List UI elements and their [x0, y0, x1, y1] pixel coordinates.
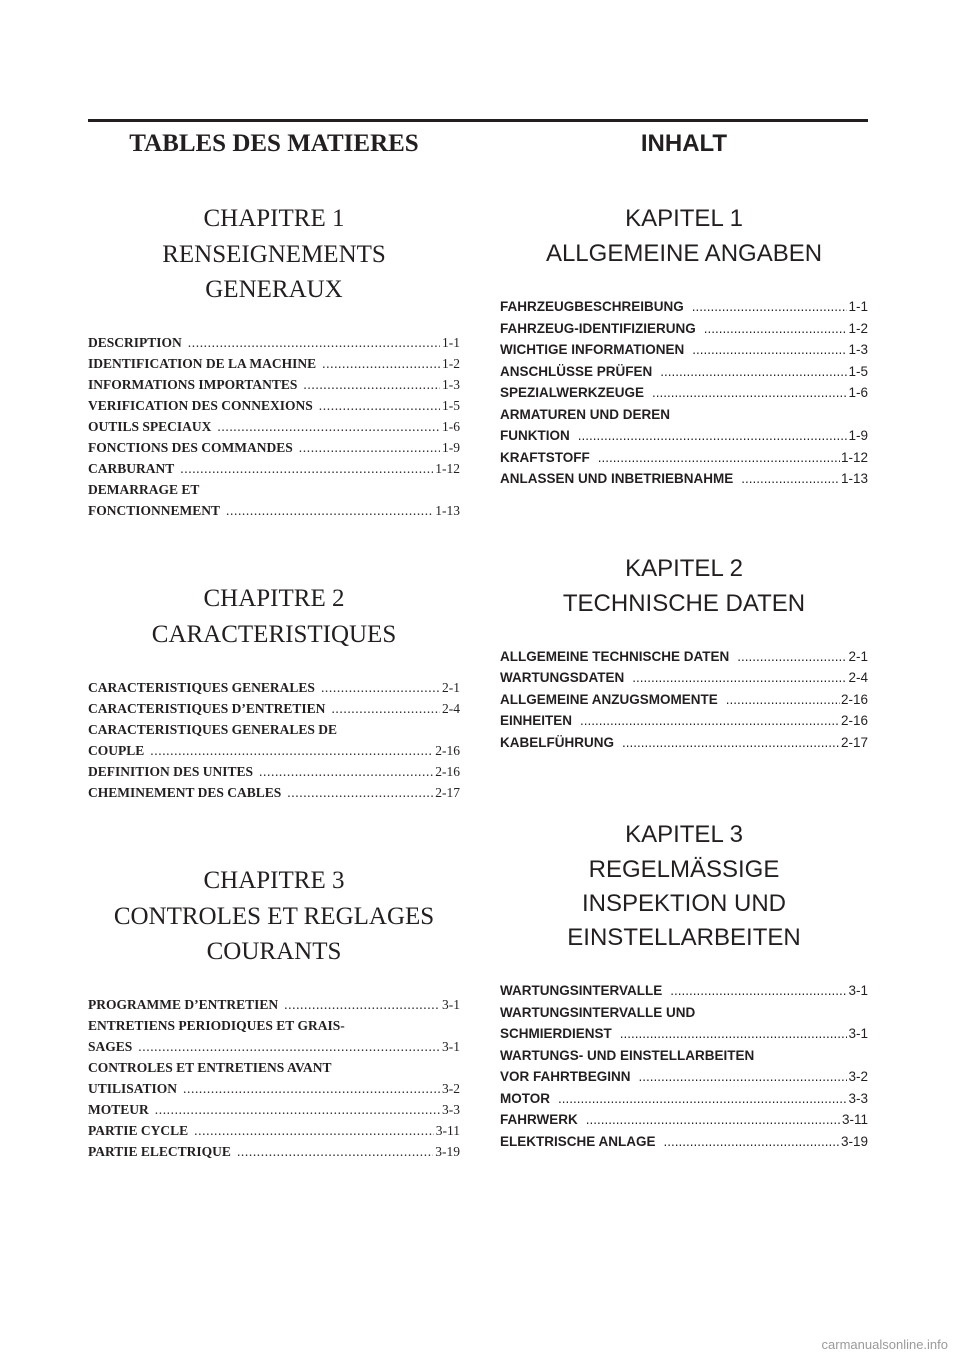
- toc-entry-row: [500, 732, 868, 754]
- dot-leader: [194, 1120, 434, 1141]
- dot-leader: [155, 1099, 440, 1120]
- toc-entry-row: [88, 740, 460, 761]
- chapter-number: CHAPITRE 3: [203, 867, 345, 894]
- toc-entry-page: 3-11: [841, 1112, 868, 1127]
- toc-entry-page: 2-4: [848, 670, 868, 685]
- toc-entry-row: [500, 710, 868, 732]
- toc-entry-row: [88, 1036, 460, 1057]
- dot-leader: [692, 339, 847, 361]
- dot-leader: [639, 1066, 848, 1088]
- french-toc-title: TABLES DES MATIERES: [129, 130, 419, 157]
- dot-leader: [741, 468, 840, 490]
- toc-entry-row: [88, 782, 460, 803]
- dot-leader: [180, 458, 433, 479]
- german-toc-column: [500, 126, 868, 1214]
- chapter-heading: [88, 201, 460, 307]
- toc-entry-page: 1-13: [435, 503, 460, 518]
- toc-entry[interactable]: [500, 318, 868, 340]
- toc-entry-page: 3-1: [848, 1026, 868, 1041]
- toc-entry-label: ANSCHLÜSSE PRÜFEN: [500, 363, 653, 379]
- chapter-title-line: TECHNISCHE DATEN: [562, 589, 806, 617]
- toc-entry-label-line1: WARTUNGS- UND EINSTELLARBEITEN: [500, 1047, 755, 1063]
- toc-entry-page: 1-3: [442, 377, 460, 392]
- toc-entry-list: [500, 646, 868, 754]
- toc-entry-page: 2-16: [435, 764, 460, 779]
- toc-entry-row: [500, 667, 868, 689]
- toc-entry-row: [500, 1131, 868, 1153]
- toc-entry[interactable]: [500, 710, 868, 732]
- toc-entry-label: CHEMINEMENT DES CABLES: [88, 785, 282, 800]
- dot-leader: [183, 1078, 440, 1099]
- toc-entry-label: FONCTIONS DES COMMANDES: [88, 440, 293, 455]
- toc-entry-label: VOR FAHRTBEGINN: [500, 1069, 631, 1084]
- toc-entry-page: 2-17: [840, 734, 868, 750]
- toc-entry-page: 1-13: [840, 471, 868, 486]
- toc-entry[interactable]: [88, 479, 460, 521]
- toc-entry[interactable]: [500, 1002, 868, 1045]
- toc-entry-label: FAHRZEUGBESCHREIBUNG: [500, 299, 684, 314]
- toc-entry-page: 2-17: [435, 785, 460, 800]
- toc-entry-label: UTILISATION: [88, 1081, 178, 1096]
- toc-entry-label: ELEKTRISCHE ANLAGE: [500, 1133, 656, 1149]
- toc-entry-row: [88, 395, 460, 416]
- dot-leader: [322, 353, 440, 374]
- toc-entry-label: SPEZIALWERKZEUGE: [500, 385, 645, 400]
- toc-entry-row: [500, 1023, 868, 1045]
- dot-leader: [726, 689, 840, 711]
- toc-entry-row: [88, 458, 460, 479]
- header-rule: [88, 119, 868, 122]
- toc-entry[interactable]: [500, 667, 868, 689]
- toc-entry-page: 1-12: [435, 461, 460, 476]
- toc-entry-page: 1-5: [442, 398, 460, 413]
- toc-entry-label-line1: ENTRETIENS PERIODIQUES ET GRAIS-: [88, 1018, 345, 1033]
- toc-entry-row: [500, 382, 868, 404]
- toc-entry[interactable]: [88, 698, 460, 719]
- dot-leader: [138, 1036, 440, 1057]
- toc-entry-row: [88, 1078, 460, 1099]
- dot-leader: [237, 1141, 433, 1162]
- toc-entry-page: 1-9: [848, 428, 868, 443]
- toc-entry[interactable]: [88, 1099, 460, 1120]
- toc-entry-label: PARTIE ELECTRIQUE: [88, 1144, 231, 1159]
- toc-entry-row: [88, 761, 460, 782]
- dot-leader: [578, 425, 848, 447]
- toc-entry-page: 3-19: [840, 1133, 868, 1149]
- toc-entry-list: [500, 980, 868, 1152]
- toc-entry-page: 3-3: [848, 1090, 868, 1106]
- chapter-title-line: ALLGEMEINE ANGABEN: [545, 240, 823, 267]
- toc-entry-page: 2-16: [840, 713, 868, 728]
- toc-entry-page: 2-4: [442, 701, 460, 716]
- dot-leader: [632, 667, 847, 689]
- toc-entry-label: VERIFICATION DES CONNEXIONS: [88, 398, 313, 413]
- toc-entry-label-line1: DEMARRAGE ET: [88, 482, 200, 497]
- toc-entry-page: 2-16: [435, 743, 460, 758]
- toc-entry-label: PARTIE CYCLE: [88, 1123, 189, 1138]
- german-toc-title: INHALT: [640, 130, 728, 157]
- toc-entry-page: 1-3: [848, 342, 868, 357]
- toc-entry-label-line1: CONTROLES ET ENTRETIENS AVANT: [88, 1060, 332, 1075]
- toc-entry[interactable]: [500, 732, 868, 754]
- toc-entry-row: [500, 980, 868, 1002]
- toc-entry-label: INFORMATIONS IMPORTANTES: [88, 377, 298, 392]
- toc-entry-label: KABELFÜHRUNG: [500, 734, 614, 750]
- chapter-title-line: REGELMÄSSIGE: [588, 856, 780, 883]
- toc-entry-label: FAHRZEUG-IDENTIFIZIERUNG: [500, 320, 696, 336]
- toc-entry-label: COUPLE: [88, 743, 145, 758]
- chapter-title-line: CARACTERISTIQUES: [151, 621, 397, 648]
- chapter-1: [88, 201, 460, 521]
- toc-entry-label: ALLGEMEINE ANZUGSMOMENTE: [500, 691, 718, 707]
- toc-entry[interactable]: [88, 332, 460, 353]
- chapter-number: KAPITEL 2: [625, 554, 743, 582]
- toc-entry-label: EINHEITEN: [500, 713, 573, 728]
- toc-entry[interactable]: [88, 416, 460, 437]
- watermark: carmanualsonline.info: [821, 1337, 948, 1352]
- toc-entry-row: [500, 646, 868, 668]
- toc-entry-row: [500, 1088, 868, 1110]
- toc-entry-page: 2-1: [848, 648, 868, 664]
- chapter-title-line: GENERAUX: [205, 276, 343, 303]
- toc-entry-page: 3-1: [442, 1039, 460, 1054]
- toc-entry[interactable]: [500, 382, 868, 404]
- toc-entry-page: 1-5: [848, 363, 868, 379]
- toc-entry[interactable]: [88, 374, 460, 395]
- toc-entry-row: [500, 1109, 868, 1131]
- toc-entry-list: [88, 994, 460, 1162]
- toc-entry-page: 1-1: [442, 335, 460, 350]
- dot-leader: [331, 698, 440, 719]
- toc-entry[interactable]: [500, 339, 868, 361]
- toc-entry[interactable]: [500, 646, 868, 668]
- toc-entry-label: WARTUNGSINTERVALLE: [500, 983, 663, 998]
- toc-entry-row: [88, 994, 460, 1015]
- toc-entry-page: 1-6: [442, 419, 460, 434]
- french-toc-column: [88, 126, 460, 1224]
- chapter-3: [500, 817, 868, 1152]
- german-chapters: [500, 201, 868, 1152]
- dot-leader: [284, 994, 440, 1015]
- toc-entry-label: PROGRAMME D’ENTRETIEN: [88, 997, 279, 1012]
- dot-leader: [580, 710, 840, 732]
- toc-entry-page: 1-2: [442, 356, 460, 371]
- toc-entry-row: [88, 332, 460, 353]
- toc-entry-row: [88, 677, 460, 698]
- toc-entry[interactable]: [88, 353, 460, 374]
- toc-entry-label-line1: WARTUNGSINTERVALLE UND: [500, 1004, 696, 1020]
- toc-entry-page: 2-1: [442, 680, 460, 695]
- chapter-title-line: EINSTELLARBEITEN: [567, 924, 801, 951]
- chapter-heading: [500, 201, 868, 271]
- chapter-number: CHAPITRE 2: [203, 585, 345, 612]
- toc-entry-row: [88, 437, 460, 458]
- toc-entry-row: [88, 416, 460, 437]
- dot-leader: [321, 677, 440, 698]
- toc-entry[interactable]: [88, 677, 460, 698]
- chapter-3: [88, 863, 460, 1162]
- toc-entry[interactable]: [88, 1120, 460, 1141]
- toc-entry[interactable]: [500, 980, 868, 1002]
- toc-entry-row: [500, 689, 868, 711]
- toc-entry[interactable]: [88, 437, 460, 458]
- toc-entry-label: IDENTIFICATION DE LA MACHINE: [88, 356, 317, 371]
- toc-entry-label: DEFINITION DES UNITES: [88, 764, 254, 779]
- toc-entry[interactable]: [88, 782, 460, 803]
- toc-entry-label: FONCTIONNEMENT: [88, 503, 221, 518]
- toc-entry-row: [88, 698, 460, 719]
- chapter-1: [500, 201, 868, 490]
- dot-leader: [188, 332, 440, 353]
- chapter-heading: [88, 863, 460, 969]
- toc-entry[interactable]: [500, 404, 868, 447]
- dot-leader: [670, 980, 847, 1002]
- toc-entry-page: 1-12: [840, 449, 868, 465]
- toc-entry[interactable]: [500, 1109, 868, 1131]
- toc-entry-row: [88, 374, 460, 395]
- toc-entry-row: [500, 318, 868, 340]
- toc-entry-page: 3-19: [435, 1144, 460, 1159]
- french-chapters: [88, 201, 460, 1162]
- toc-entry-page: 1-6: [848, 385, 868, 400]
- toc-entry-label: KRAFTSTOFF: [500, 449, 590, 465]
- toc-entry-label-line1: ARMATUREN UND DEREN: [500, 406, 670, 422]
- toc-entry-row: [88, 1120, 460, 1141]
- toc-entry-row: [88, 1141, 460, 1162]
- chapter-title-line: RENSEIGNEMENTS: [162, 241, 386, 268]
- dot-leader: [150, 740, 433, 761]
- toc-entry-label: ANLASSEN UND INBETRIEBNAHME: [500, 471, 734, 486]
- toc-entry[interactable]: [88, 458, 460, 479]
- toc-entry-row: [88, 353, 460, 374]
- toc-entry-page: 3-11: [435, 1123, 460, 1138]
- toc-entry-page: 3-3: [442, 1102, 460, 1117]
- toc-entry-row: [500, 1066, 868, 1088]
- dot-leader: [704, 318, 848, 340]
- toc-entry[interactable]: [500, 1045, 868, 1088]
- toc-entry-row: [500, 361, 868, 383]
- toc-entry-page: 1-9: [442, 440, 460, 455]
- chapter-heading: [88, 581, 460, 652]
- toc-entry-page: 1-1: [848, 299, 868, 314]
- toc-entry-label: CARACTERISTIQUES GENERALES: [88, 680, 315, 695]
- toc-entry[interactable]: [88, 395, 460, 416]
- chapter-2: [500, 551, 868, 754]
- chapter-number: CHAPITRE 1: [203, 205, 345, 232]
- chapter-title-line: COURANTS: [206, 938, 342, 965]
- toc-entry-row: [500, 468, 868, 490]
- toc-entry-label: FUNKTION: [500, 428, 570, 443]
- toc-entry-label: DESCRIPTION: [88, 335, 182, 350]
- toc-entry[interactable]: [88, 994, 460, 1015]
- toc-entry[interactable]: [88, 1057, 460, 1099]
- toc-entry-list: [88, 677, 460, 803]
- toc-entry-row: [88, 1099, 460, 1120]
- toc-entry-page: 3-1: [848, 983, 868, 998]
- toc-entry-label: SCHMIERDIENST: [500, 1026, 612, 1041]
- chapter-number: KAPITEL 1: [625, 205, 743, 232]
- chapter-title-line: INSPEKTION UND: [581, 890, 787, 917]
- toc-entry-label: FAHRWERK: [500, 1112, 578, 1127]
- dot-leader: [620, 1023, 848, 1045]
- toc-entry-label: MOTOR: [500, 1090, 550, 1106]
- toc-entry[interactable]: [88, 1141, 460, 1162]
- dot-leader: [660, 361, 847, 383]
- dot-leader: [622, 732, 840, 754]
- dot-leader: [217, 416, 440, 437]
- dot-leader: [692, 296, 848, 318]
- toc-entry-page: 2-16: [840, 691, 868, 707]
- toc-entry-row: [500, 425, 868, 447]
- toc-entry[interactable]: [500, 296, 868, 318]
- toc-entry-page: 3-1: [442, 997, 460, 1012]
- dot-leader: [287, 782, 433, 803]
- chapter-heading: [500, 551, 868, 621]
- dot-leader: [558, 1088, 847, 1110]
- toc-entry[interactable]: [500, 468, 868, 490]
- toc-entry-label: SAGES: [88, 1039, 133, 1054]
- toc-entry[interactable]: [500, 361, 868, 383]
- dot-leader: [737, 646, 847, 668]
- dot-leader: [319, 395, 440, 416]
- chapter-title-line: CONTROLES ET REGLAGES: [113, 903, 435, 930]
- dot-leader: [303, 374, 440, 395]
- toc-entry-label: CARACTERISTIQUES D’ENTRETIEN: [88, 701, 326, 716]
- toc-entry-label-line1: CARACTERISTIQUES GENERALES DE: [88, 722, 338, 737]
- toc-entry-page: 3-2: [442, 1081, 460, 1096]
- toc-entry-row: [88, 500, 460, 521]
- toc-entry[interactable]: [88, 1015, 460, 1057]
- dot-leader: [664, 1131, 840, 1153]
- dot-leader: [259, 761, 433, 782]
- dot-leader: [299, 437, 440, 458]
- dot-leader: [652, 382, 847, 404]
- toc-entry-label: ALLGEMEINE TECHNISCHE DATEN: [500, 648, 730, 664]
- toc-entry-label: OUTILS SPECIAUX: [88, 419, 212, 434]
- chapter-2: [88, 581, 460, 803]
- toc-entry[interactable]: [500, 1131, 868, 1153]
- toc-entry-label: WICHTIGE INFORMATIONEN: [500, 342, 685, 357]
- toc-entry[interactable]: [500, 447, 868, 469]
- toc-entry-label: WARTUNGSDATEN: [500, 670, 625, 685]
- toc-entry-row: [500, 339, 868, 361]
- toc-entry-row: [500, 296, 868, 318]
- dot-leader: [598, 447, 840, 469]
- toc-entry[interactable]: [88, 761, 460, 782]
- toc-entry-list: [500, 296, 868, 490]
- chapter-number: KAPITEL 3: [625, 821, 743, 848]
- chapter-heading: [500, 817, 868, 955]
- toc-entry-label: MOTEUR: [88, 1102, 149, 1117]
- toc-entry-list: [88, 332, 460, 521]
- toc-entry-page: 1-2: [848, 320, 868, 336]
- dot-leader: [586, 1109, 841, 1131]
- toc-entry[interactable]: [500, 1088, 868, 1110]
- toc-entry[interactable]: [88, 719, 460, 761]
- toc-entry-page: 3-2: [848, 1069, 868, 1084]
- toc-entry-label: CARBURANT: [88, 461, 175, 476]
- toc-entry-row: [500, 447, 868, 469]
- dot-leader: [226, 500, 433, 521]
- toc-entry[interactable]: [500, 689, 868, 711]
